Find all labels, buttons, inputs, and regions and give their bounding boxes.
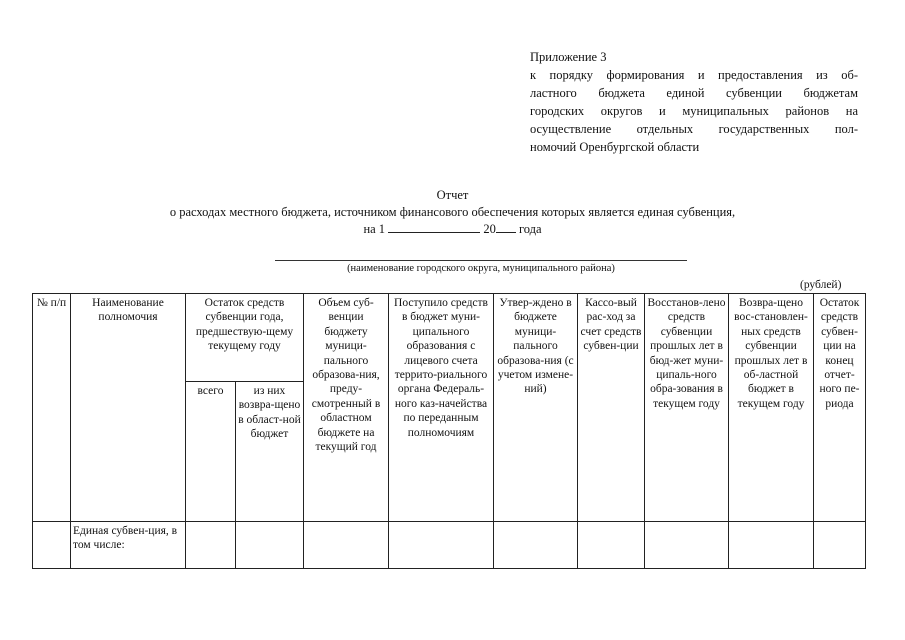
municipality-name-line[interactable] [275, 260, 687, 261]
table-row [33, 522, 866, 569]
cell-received[interactable] [389, 522, 494, 569]
cell-name: Единая субвен-ция, в том числе: [71, 522, 186, 569]
header-returned-prev: Возвра-щено вос-становлен-ных средств субвенции прошлых лет в об-ластной бюджет в текущем году [729, 294, 814, 522]
report-subtitle: о расходах местного бюджета, источником финансового обеспечения которых является единая субвенция, [169, 205, 736, 219]
municipality-name-caption: (наименование городского округа, муниципального района) [347, 263, 615, 274]
appendix-line: осуществление отдельных государственных пол- [530, 122, 858, 136]
appendix-line: к порядку формирования и предоставления из об- [530, 68, 858, 82]
units-label: (рублей) [800, 279, 842, 291]
appendix-line: городских округов и муниципальных районов на [530, 104, 858, 118]
cell-num[interactable] [33, 522, 71, 569]
appendix-line: ластного бюджета единой субвенции бюджетам [530, 86, 858, 100]
date-prefix: на 1 [363, 222, 386, 236]
header-balance-start: Остаток средств субвенции года, предшествую-щему текущему году [186, 294, 304, 382]
header-balance-end: Остаток средств субвен-ции на конец отчет-ного пе-риода [814, 294, 866, 522]
header-num: № п/п [33, 294, 71, 522]
appendix-title: Приложение 3 [530, 50, 607, 64]
header-name: Наименование полномочия [71, 294, 186, 522]
header-planned: Объем суб-венции бюджету муници-пального образова-ния, преду-смотренный в областном бюджете на текущий год [304, 294, 389, 522]
cell-balance-returned[interactable] [236, 522, 304, 569]
cell-returned-prev[interactable] [729, 522, 814, 569]
cell-planned[interactable] [304, 522, 389, 569]
header-approved: Утвер-ждено в бюджете муници-пального образова-ния (с учетом измене-ний) [494, 294, 578, 522]
date-year-prefix: 20 [483, 222, 496, 236]
header-cash: Кассо-вый рас-ход за счет средств субвен-ции [578, 294, 645, 522]
appendix-block [530, 48, 858, 156]
cell-cash[interactable] [578, 522, 645, 569]
cell-balance-end[interactable] [814, 522, 866, 569]
year-blank[interactable] [496, 221, 516, 233]
header-received: Поступило средств в бюджет муни-ципального образования с лицевого счета террито-риального органа Федераль-ного каз-начейства по переданным полномочиям [389, 294, 494, 522]
report-table [32, 293, 866, 569]
header-balance-returned: из них возвра-щено в област-ной бюджет [236, 382, 304, 522]
header-balance-total: всего [186, 382, 236, 522]
month-blank[interactable] [388, 221, 480, 233]
appendix-line: номочий Оренбургской области [530, 140, 700, 154]
cell-restored[interactable] [645, 522, 729, 569]
report-title: Отчет [436, 188, 469, 202]
header-restored: Восстанов-лено средств субвенции прошлых лет в бюд-жет муни-ципаль-ного обра-зования в текущем году [645, 294, 729, 522]
cell-approved[interactable] [494, 522, 578, 569]
report-date-line [0, 221, 905, 238]
cell-balance-total[interactable] [186, 522, 236, 569]
date-suffix: года [518, 222, 542, 236]
